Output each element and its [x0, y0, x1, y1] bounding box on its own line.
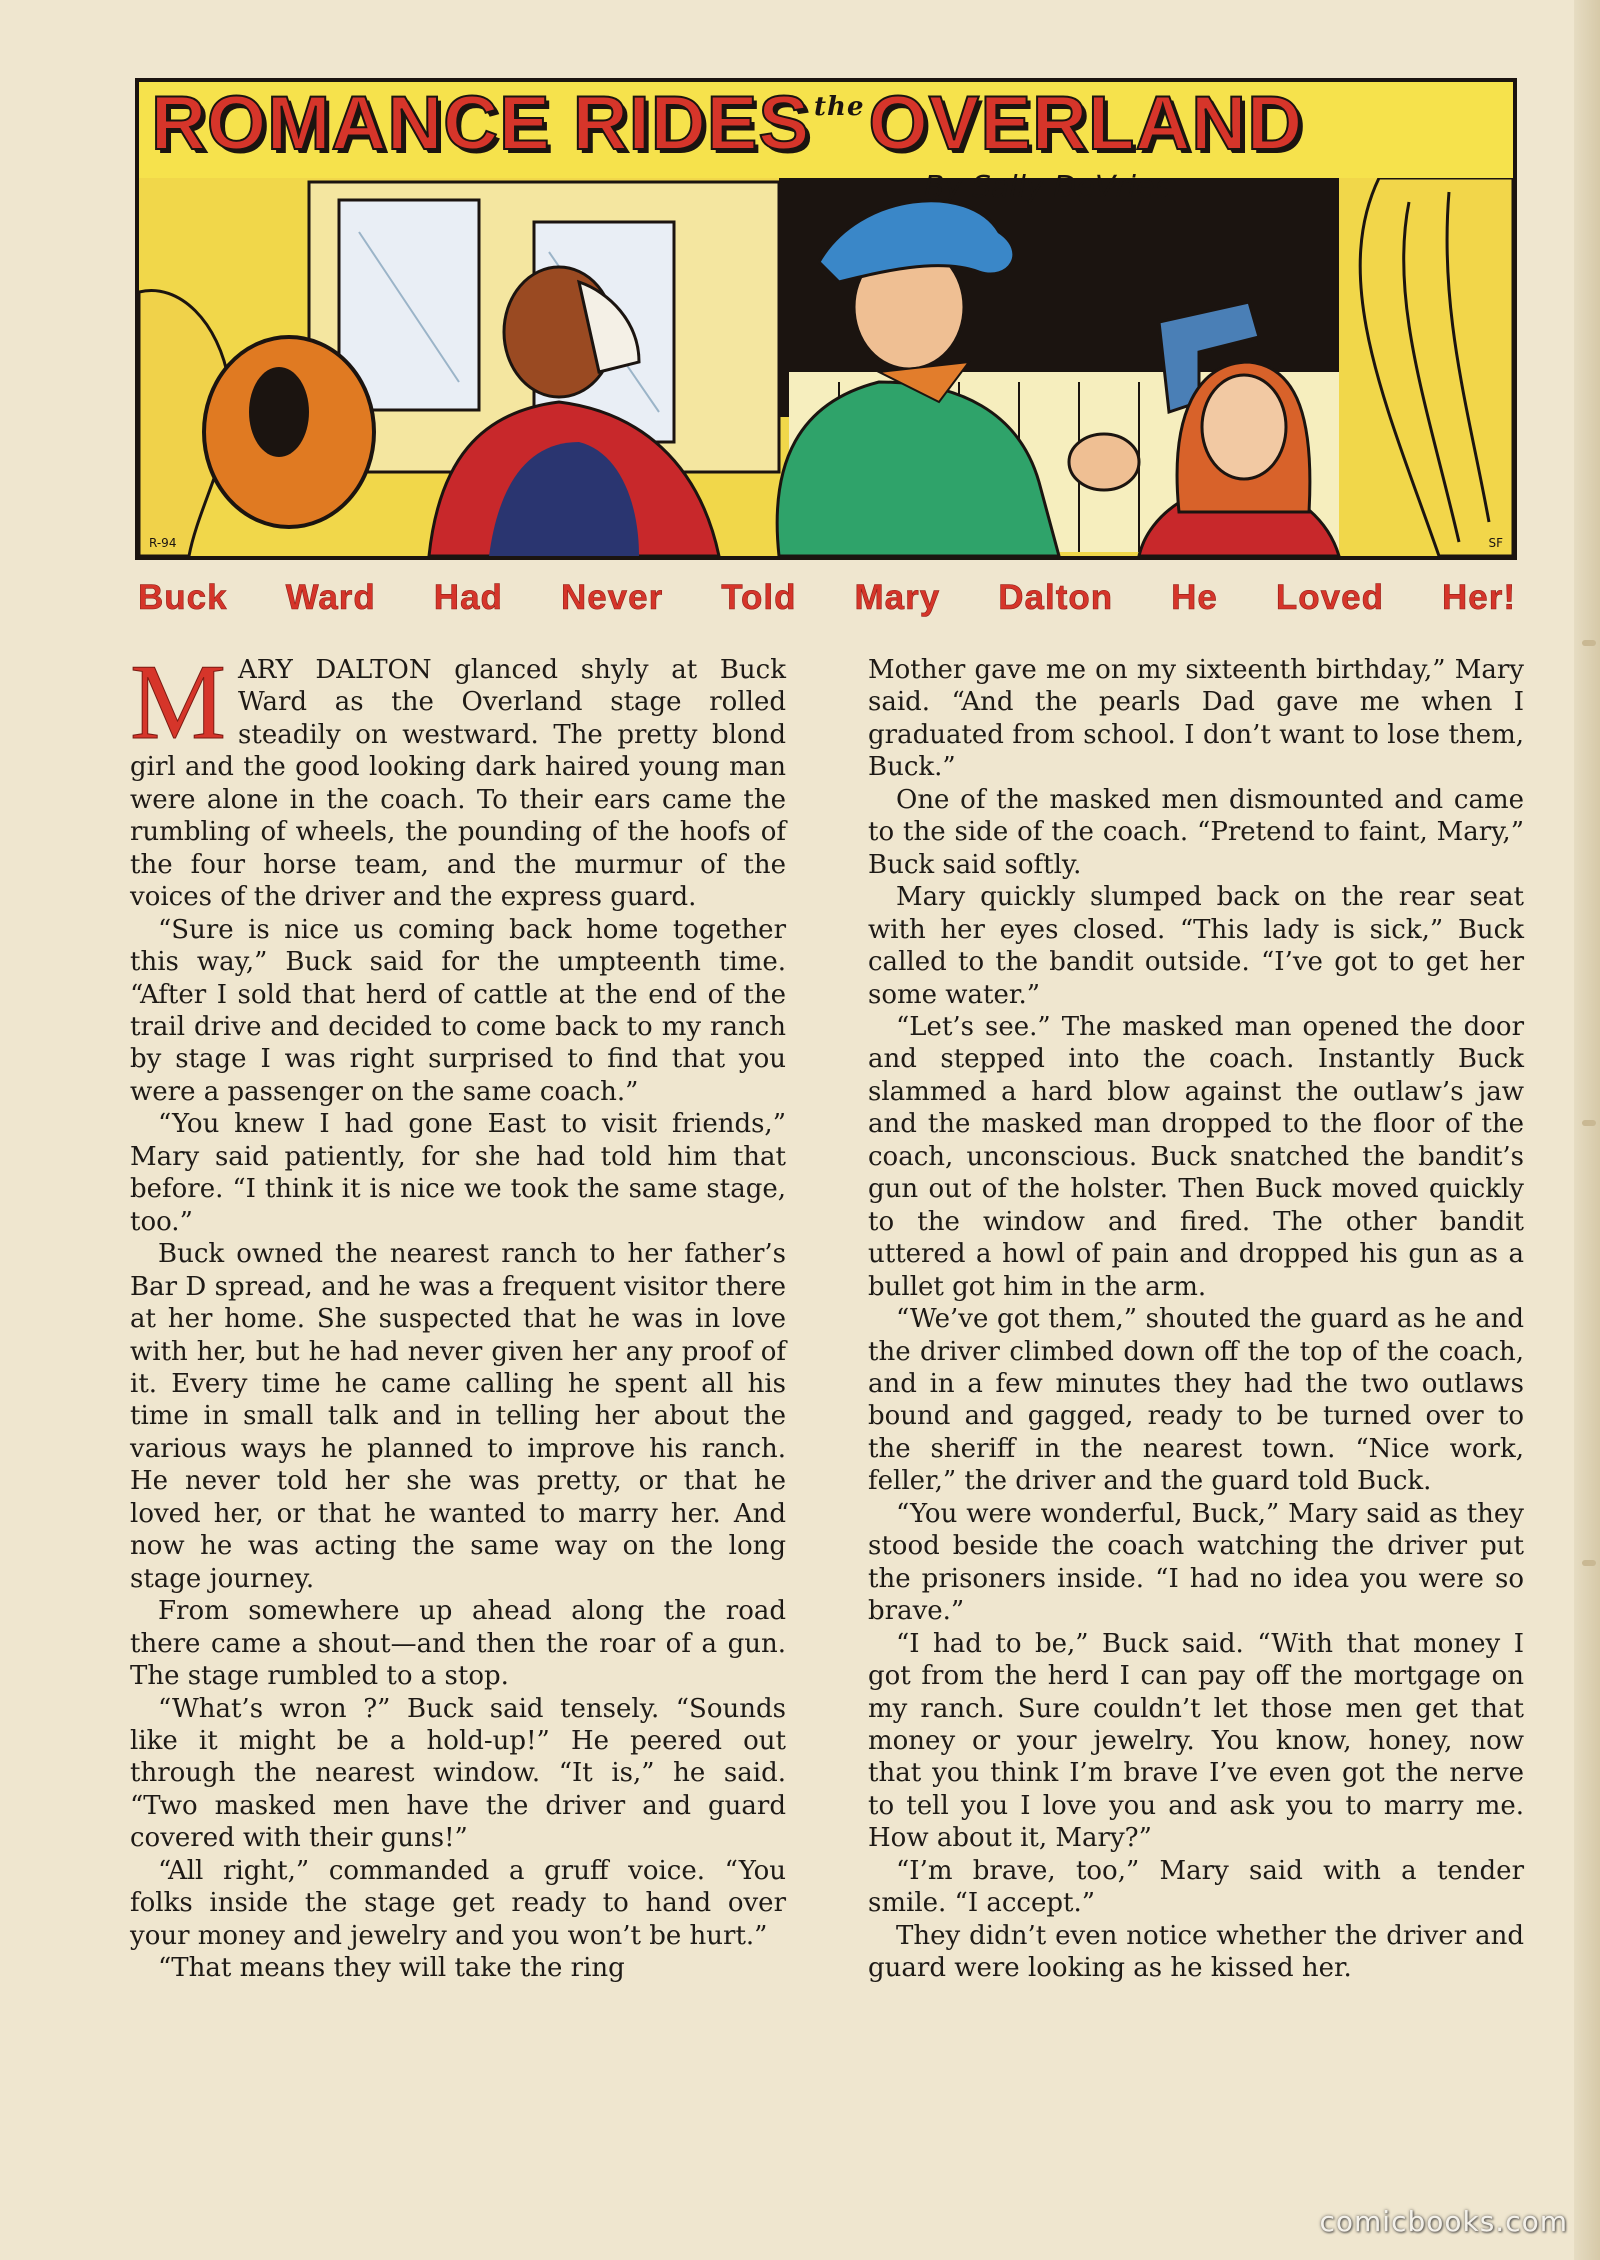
story-paragraph: One of the masked men dismounted and came to the side of the coach. “Pretend to faint, Mary,” Buck said softly.: [868, 784, 1524, 880]
title-strip: [139, 82, 1513, 178]
artist-signature: R-94: [149, 536, 177, 550]
page-tear: [1582, 1560, 1596, 1566]
page-tear: [1582, 1120, 1596, 1126]
story-paragraph: Buck owned the nearest ranch to her father’s Bar D spread, and he was a frequent visitor there at her home. She suspected that he was in love with her, but he had never given her any proof of it. Every time he came calling he spent all his time in small talk and in telling her about the various ways he planned to improve his ranch. He never told her she was pretty, or that he loved her, or that he wanted to marry her. And now he was acting the same way on the long stage journey.: [130, 1239, 786, 1594]
story-paragraph: “You were wonderful, Buck,” Mary said as they stood beside the coach watching the driver put the prisoners inside. “I had no idea you were so brave.”: [868, 1498, 1524, 1627]
story-title: [151, 81, 1303, 166]
story-paragraph: “Let’s see.” The masked man opened the door and stepped into the coach. Instantly Buck slammed a hard blow against the outlaw’s jaw and the masked man dropped to the floor of the coach, unconscious. Buck snatched the bandit’s gun out of the holster. Then Buck moved quickly to the window and fired. The other bandit uttered a howl of pain and dropped his gun as a bullet got him in the arm.: [868, 1011, 1524, 1302]
story-paragraph: “You knew I had gone East to visit friends,” Mary said patiently, for she had told him that before. “I think it is nice we took the same stage, too.”: [130, 1109, 786, 1237]
story-paragraph: “We’ve got them,” shouted the guard as he and the driver climbed down off the top of the coach, and in a few minutes they had the two outlaws bound and gagged, ready to be turned over to the sheriff in the nearest town. “Nice work, feller,” the driver and the guard told Buck.: [868, 1304, 1524, 1497]
drop-cap: M: [130, 643, 227, 762]
paragraph-text: ARY DALTON glanced shyly at Buck Ward as the Overland stage rolled steadily on westward. The pretty blond girl and the good looking dark haired young man were alone in the coach. To their ears came the rumbling of wheels, the pounding of the hoofs of the four horse team, and the murmur of the voices of the driver and the express guard.: [130, 655, 786, 913]
page-tear: [1582, 640, 1596, 646]
story-paragraph: They didn’t even notice whether the driver and guard were looking as he kissed her.: [868, 1920, 1524, 1984]
site-watermark: comicbooks.com: [1319, 2205, 1568, 2238]
story-paragraph: Mother gave me on my sixteenth birthday,” Mary said. “And the pearls Dad gave me when I graduated from school. I don’t want to lose them, Buck.”: [868, 655, 1524, 783]
story-paragraph: “Sure is nice us coming back home together this way,” Buck said for the umpteenth time. “After I sold that herd of cattle at the end of the trail drive and decided to come back to my ranch by stage I was right surprised to find that you were a passenger on the same coach.”: [130, 914, 786, 1107]
byline: By Sally DeVries: [924, 170, 1171, 205]
story-column-right: [868, 654, 1524, 1985]
story-paragraph: “I had to be,” Buck said. “With that money I got from the herd I can pay off the mortgage on my ranch. Sure couldn’t let those men get that money or your jewelry. You know, honey, now that you think I’m brave I’ve even got the nerve to tell you I love you and ask you to marry me. How about it, Mary?”: [868, 1628, 1524, 1854]
title-main: ROMANCE RIDES: [151, 81, 811, 166]
story-paragraph: “That means they will take the ring: [158, 1953, 625, 1984]
story-subtitle: Buck Ward Had Never Told Mary Dalton He Loved Her!: [138, 578, 1516, 617]
story-paragraph: “All right,” commanded a gruff voice. “You folks inside the stage get ready to hand over your money and jewelry and you won’t be hurt.”: [130, 1855, 786, 1951]
title-banner: [135, 78, 1517, 560]
title-the: the: [814, 92, 865, 122]
story-paragraph: [130, 643, 786, 914]
story-paragraph: “What’s wron ?” Buck said tensely. “Sounds like it might be a hold-up!” He peered out through the nearest window. “It is,” he said. “Two masked men have the driver and guard covered with their guns!”: [130, 1693, 786, 1854]
story-paragraph: “I’m brave, too,” Mary said with a tender smile. “I accept.”: [868, 1855, 1524, 1919]
title-end: OVERLAND: [868, 81, 1303, 166]
story-column-left: [130, 643, 786, 1985]
artist-initials: SF: [1488, 536, 1503, 550]
story-paragraph: Mary quickly slumped back on the rear seat with her eyes closed. “This lady is sick,” Buck called to the bandit outside. “I’ve got to get her some water.”: [868, 882, 1524, 1010]
story-paragraph: From somewhere up ahead along the road there came a shout—and then the roar of a gun. The stage rumbled to a stop.: [130, 1596, 786, 1692]
page-edge: [1574, 0, 1600, 2260]
